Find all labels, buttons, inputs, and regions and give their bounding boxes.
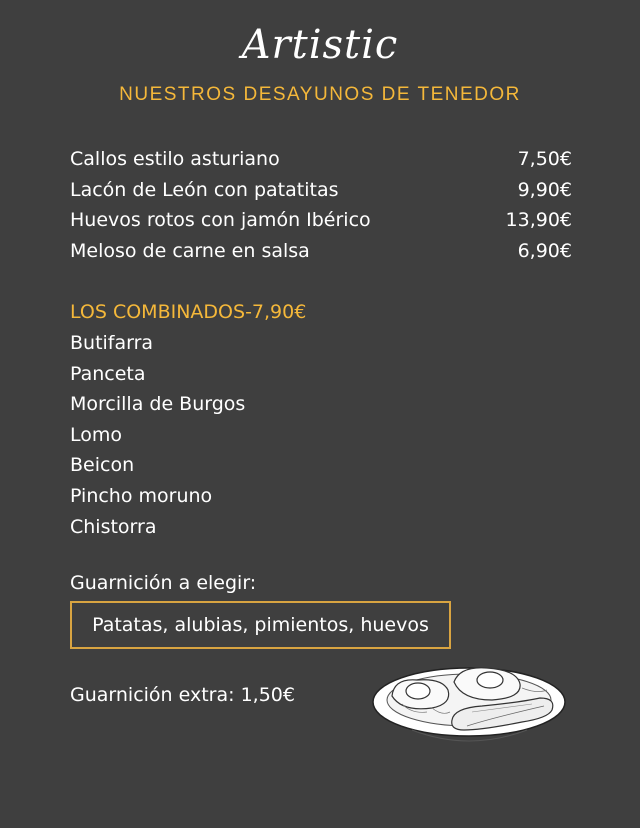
combinado-item: Pincho moruno: [70, 484, 213, 507]
menu-list: [70, 144, 572, 266]
brand-title: Artistic: [241, 22, 399, 68]
menu-item-name: Callos estilo asturiano: [70, 148, 280, 170]
menu-item-price: 6,90€: [517, 239, 572, 262]
menu-subtitle: NUESTROS DESAYUNOS DE TENEDOR: [119, 84, 521, 105]
garnish-options-box: [70, 601, 451, 649]
menu-item-price: 13,90€: [505, 209, 572, 232]
combinado-item: Beicon: [70, 454, 135, 477]
combinado-item: Morcilla de Burgos: [70, 393, 246, 416]
menu-item-name: Huevos rotos con jamón Ibérico: [70, 209, 371, 232]
combinado-item: Chistorra: [70, 515, 157, 538]
menu-item: [70, 144, 572, 175]
garnish-options: Patatas, alubias, pimientos, huevos: [92, 614, 429, 636]
menu-item: [70, 175, 572, 206]
menu-item: [70, 205, 572, 236]
combinados-list: [70, 328, 245, 542]
menu-item: [70, 236, 572, 267]
menu-item-price: 9,90€: [517, 178, 572, 201]
menu-item-name: Lacón de León con patatitas: [70, 178, 339, 201]
combinados-title: LOS COMBINADOS-7,90€: [70, 301, 307, 323]
combinado-item: Lomo: [70, 423, 123, 446]
garnish-extra: Guarnición extra: 1,50€: [70, 684, 295, 706]
garnish-label: Guarnición a elegir:: [70, 572, 257, 594]
menu-item-price: 7,50€: [517, 148, 572, 170]
dish-icon: [372, 660, 572, 750]
menu-item-name: Meloso de carne en salsa: [70, 239, 310, 262]
combinado-item: Butifarra: [70, 332, 154, 354]
combinado-item: Panceta: [70, 362, 146, 385]
